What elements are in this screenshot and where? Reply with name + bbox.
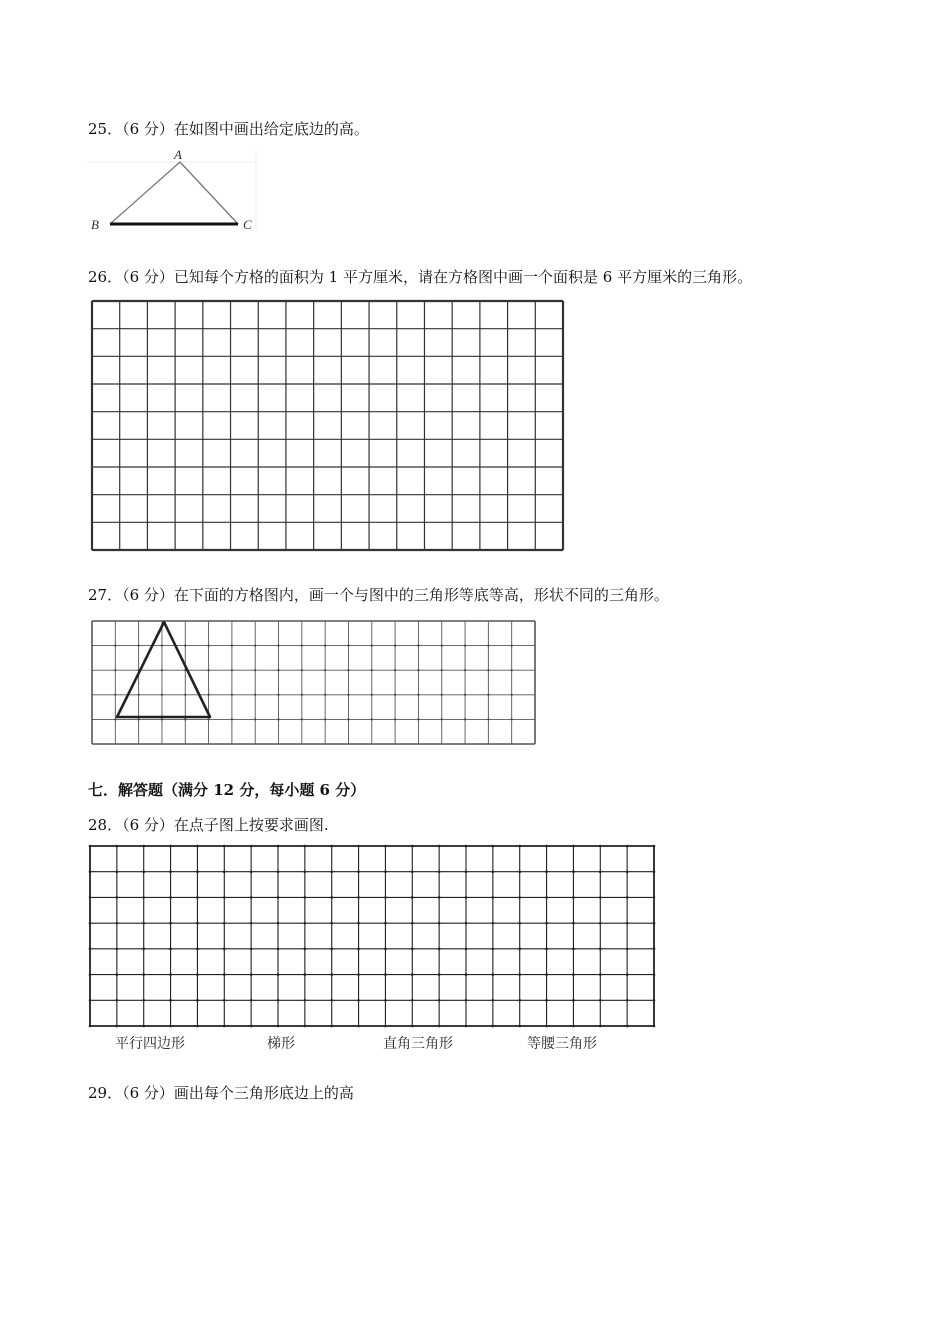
- grid-dot: [411, 948, 414, 951]
- grid-dot: [142, 948, 145, 951]
- grid-dot: [465, 999, 468, 1002]
- q26-number: 26．: [88, 268, 123, 286]
- grid-dot: [114, 694, 116, 696]
- grid-dot: [89, 870, 92, 873]
- given-triangle: [117, 622, 210, 717]
- q28-number: 28．: [88, 816, 123, 834]
- grid-dot: [394, 718, 396, 720]
- grid-dot: [161, 645, 163, 647]
- grid-dot: [438, 922, 441, 925]
- grid-dot: [626, 845, 629, 848]
- grid-dot: [254, 645, 256, 647]
- q25-score: （6 分）: [122, 120, 174, 138]
- grid-dot: [304, 870, 307, 873]
- grid-dot: [169, 973, 172, 976]
- grid-dot: [277, 645, 279, 647]
- grid-dot: [196, 870, 199, 873]
- grid-dot: [231, 718, 233, 720]
- grid-dot: [324, 718, 326, 720]
- grid-dot: [330, 870, 333, 873]
- grid-dot: [301, 718, 303, 720]
- grid-dot: [304, 973, 307, 976]
- q29-text: 画出每个三角形底边上的高: [173, 1084, 354, 1102]
- grid-dot: [254, 718, 256, 720]
- grid-dot: [196, 922, 199, 925]
- q26-square-grid[interactable]: [91, 300, 564, 551]
- grid-dot: [231, 694, 233, 696]
- grid-dot: [207, 669, 209, 671]
- grid-dot: [142, 922, 145, 925]
- grid-dot: [223, 896, 226, 899]
- grid-dot: [653, 948, 656, 951]
- grid-dot: [347, 694, 349, 696]
- grid-dot: [116, 870, 119, 873]
- grid-dot: [487, 645, 489, 647]
- grid-dot: [169, 845, 172, 848]
- grid-dot: [464, 718, 466, 720]
- grid-dot: [545, 896, 548, 899]
- grid-dot: [207, 645, 209, 647]
- grid-dot: [653, 845, 656, 848]
- grid-dot: [394, 645, 396, 647]
- grid-dot: [114, 669, 116, 671]
- grid-dot: [411, 896, 414, 899]
- grid-dot: [518, 948, 521, 951]
- q27-score: （6 分）: [122, 586, 174, 604]
- grid-dot: [394, 694, 396, 696]
- grid-dot: [371, 694, 373, 696]
- grid-dot: [518, 922, 521, 925]
- grid-dot: [169, 948, 172, 951]
- grid-dot: [411, 845, 414, 848]
- grid-dot: [653, 922, 656, 925]
- q25-triangle-figure: [86, 147, 266, 236]
- label-parallelogram: 平行四边形: [115, 1036, 185, 1052]
- grid-dot: [138, 694, 140, 696]
- grid-dot: [487, 718, 489, 720]
- grid-dot: [277, 718, 279, 720]
- grid-dot: [254, 669, 256, 671]
- grid-dot: [250, 896, 253, 899]
- grid-dot: [599, 948, 602, 951]
- question-27: [88, 584, 669, 605]
- grid-dot: [277, 1025, 280, 1028]
- grid-dot: [599, 999, 602, 1002]
- grid-dot: [626, 1025, 629, 1028]
- grid-dot: [223, 870, 226, 873]
- grid-dot: [438, 845, 441, 848]
- grid-dot: [518, 1025, 521, 1028]
- grid-dot: [250, 922, 253, 925]
- grid-dot: [417, 645, 419, 647]
- question-25: [88, 118, 369, 139]
- q26-score: （6 分）: [122, 268, 174, 286]
- q28-dot-grid[interactable]: [89, 845, 656, 1028]
- grid-dot: [545, 845, 548, 848]
- grid-dot: [492, 1025, 495, 1028]
- grid-dot: [545, 922, 548, 925]
- grid-dot: [304, 948, 307, 951]
- grid-dot: [626, 948, 629, 951]
- grid-dot: [572, 999, 575, 1002]
- grid-dot: [572, 896, 575, 899]
- grid-dot: [492, 999, 495, 1002]
- grid-dot: [304, 845, 307, 848]
- grid-dot: [545, 999, 548, 1002]
- side-ac: [180, 162, 238, 224]
- grid-dot: [304, 999, 307, 1002]
- grid-dot: [89, 845, 92, 848]
- grid-dot: [384, 922, 387, 925]
- grid-dot: [438, 870, 441, 873]
- grid-dot: [161, 694, 163, 696]
- grid-dot: [184, 694, 186, 696]
- grid-dot: [116, 896, 119, 899]
- grid-dot: [384, 845, 387, 848]
- grid-dot: [196, 999, 199, 1002]
- grid-dot: [465, 1025, 468, 1028]
- grid-dot: [254, 694, 256, 696]
- grid-dot: [250, 948, 253, 951]
- grid-dot: [492, 896, 495, 899]
- grid-dot: [465, 948, 468, 951]
- grid-dot: [184, 718, 186, 720]
- grid-dot: [223, 845, 226, 848]
- grid-dot: [465, 973, 468, 976]
- grid-dot: [330, 922, 333, 925]
- grid-dot: [277, 922, 280, 925]
- grid-dot: [653, 870, 656, 873]
- grid-dot: [411, 973, 414, 976]
- grid-dot: [518, 845, 521, 848]
- grid-dot: [330, 1025, 333, 1028]
- grid-dot: [357, 870, 360, 873]
- grid-dot: [492, 870, 495, 873]
- grid-dot: [411, 1025, 414, 1028]
- grid-dot: [169, 1025, 172, 1028]
- grid-dot: [653, 1025, 656, 1028]
- grid-dot: [545, 948, 548, 951]
- q28-shape-labels: [89, 1032, 649, 1056]
- grid-dot: [464, 694, 466, 696]
- grid-dot: [114, 718, 116, 720]
- q27-text: 在下面的方格图内，画一个与图中的三角形等底等高，形状不同的三角形。: [173, 586, 669, 604]
- section-7-heading: 七．解答题（满分 12 分，每小题 6 分）: [88, 781, 366, 799]
- grid-dot: [231, 669, 233, 671]
- grid-dot: [330, 845, 333, 848]
- grid-dot: [572, 973, 575, 976]
- grid-dot: [142, 896, 145, 899]
- question-26: [88, 266, 752, 287]
- grid-dot: [438, 999, 441, 1002]
- grid-dot: [384, 896, 387, 899]
- grid-dot: [142, 999, 145, 1002]
- grid-dot: [196, 948, 199, 951]
- grid-dot: [357, 999, 360, 1002]
- grid-dot: [511, 645, 513, 647]
- label-isosceles-triangle: 等腰三角形: [527, 1036, 597, 1052]
- grid-dot: [304, 922, 307, 925]
- grid-dot: [626, 870, 629, 873]
- grid-dot: [196, 1025, 199, 1028]
- grid-dot: [545, 1025, 548, 1028]
- grid-dot: [417, 669, 419, 671]
- grid-dot: [347, 718, 349, 720]
- grid-dot: [330, 896, 333, 899]
- grid-dot: [545, 973, 548, 976]
- grid-dot: [324, 645, 326, 647]
- grid-dot: [207, 718, 209, 720]
- q28-score: （6 分）: [122, 816, 174, 834]
- grid-dot: [169, 922, 172, 925]
- grid-dot: [138, 718, 140, 720]
- grid-dot: [626, 896, 629, 899]
- q28-text: 在点子图上按要求画图.: [173, 816, 329, 834]
- grid-dot: [371, 669, 373, 671]
- grid-dot: [626, 922, 629, 925]
- grid-dot: [599, 973, 602, 976]
- vertex-b-label: B: [91, 217, 99, 232]
- grid-dot: [184, 645, 186, 647]
- grid-dot: [250, 845, 253, 848]
- grid-dot: [114, 645, 116, 647]
- grid-dot: [394, 669, 396, 671]
- grid-dot: [599, 845, 602, 848]
- grid-dot: [487, 669, 489, 671]
- grid-dot: [357, 896, 360, 899]
- grid-dot: [411, 922, 414, 925]
- grid-dot: [161, 718, 163, 720]
- grid-dot: [357, 922, 360, 925]
- grid-dot: [599, 896, 602, 899]
- q27-square-grid[interactable]: [91, 620, 537, 746]
- grid-dot: [626, 999, 629, 1002]
- grid-dot: [223, 948, 226, 951]
- grid-dot: [371, 645, 373, 647]
- grid-dot: [438, 948, 441, 951]
- grid-dot: [142, 845, 145, 848]
- grid-dot: [116, 845, 119, 848]
- grid-dot: [417, 694, 419, 696]
- grid-dot: [231, 645, 233, 647]
- question-29: [88, 1082, 354, 1103]
- grid-dot: [653, 999, 656, 1002]
- grid-dot: [572, 948, 575, 951]
- grid-dot: [357, 973, 360, 976]
- label-right-triangle: 直角三角形: [383, 1036, 453, 1052]
- grid-dot: [116, 948, 119, 951]
- grid-dot: [250, 999, 253, 1002]
- grid-dot: [438, 973, 441, 976]
- grid-dot: [277, 845, 280, 848]
- grid-dot: [89, 1025, 92, 1028]
- grid-dot: [169, 870, 172, 873]
- grid-dot: [417, 718, 419, 720]
- grid-dot: [465, 870, 468, 873]
- grid-dot: [142, 1025, 145, 1028]
- grid-dot: [511, 694, 513, 696]
- grid-dot: [301, 669, 303, 671]
- grid-dot: [347, 669, 349, 671]
- grid-dot: [511, 718, 513, 720]
- grid-dot: [572, 922, 575, 925]
- grid-dot: [89, 896, 92, 899]
- grid-dot: [518, 896, 521, 899]
- grid-dot: [511, 669, 513, 671]
- grid-dot: [492, 922, 495, 925]
- grid-dot: [330, 999, 333, 1002]
- grid-dot: [169, 999, 172, 1002]
- grid-dot: [626, 973, 629, 976]
- grid-dot: [492, 948, 495, 951]
- grid-dot: [384, 948, 387, 951]
- grid-dot: [384, 1025, 387, 1028]
- q25-text: 在如图中画出给定底边的高。: [173, 120, 369, 138]
- grid-dot: [196, 973, 199, 976]
- q26-text: 已知每个方格的面积为 1 平方厘米，请在方格图中画一个面积是 6 平方厘米的三角形。: [173, 268, 753, 286]
- grid-dot: [324, 669, 326, 671]
- grid-dot: [250, 870, 253, 873]
- grid-dot: [441, 694, 443, 696]
- grid-dot: [223, 999, 226, 1002]
- grid-dot: [465, 845, 468, 848]
- grid-dot: [277, 694, 279, 696]
- grid-dot: [572, 1025, 575, 1028]
- question-28: [88, 814, 329, 835]
- grid-dot: [357, 948, 360, 951]
- grid-dot: [250, 1025, 253, 1028]
- grid-dot: [196, 896, 199, 899]
- grid-dot: [169, 896, 172, 899]
- grid-dot: [384, 870, 387, 873]
- grid-dot: [441, 718, 443, 720]
- q29-number: 29．: [88, 1084, 123, 1102]
- grid-dot: [250, 973, 253, 976]
- q25-number: 25．: [88, 120, 123, 138]
- grid-dot: [572, 870, 575, 873]
- grid-dot: [357, 845, 360, 848]
- grid-dot: [330, 973, 333, 976]
- grid-dot: [330, 948, 333, 951]
- grid-dot: [89, 999, 92, 1002]
- grid-dot: [465, 922, 468, 925]
- grid-dot: [116, 999, 119, 1002]
- grid-dot: [142, 870, 145, 873]
- grid-dot: [223, 1025, 226, 1028]
- vertex-c-label: C: [243, 217, 252, 232]
- grid-dot: [301, 694, 303, 696]
- grid-dot: [464, 669, 466, 671]
- grid-dot: [89, 922, 92, 925]
- grid-dot: [572, 845, 575, 848]
- grid-dot: [277, 669, 279, 671]
- grid-dot: [653, 896, 656, 899]
- grid-dot: [492, 973, 495, 976]
- grid-dot: [207, 694, 209, 696]
- grid-dot: [518, 870, 521, 873]
- grid-dot: [304, 1025, 307, 1028]
- grid-dot: [438, 896, 441, 899]
- q27-number: 27．: [88, 586, 123, 604]
- grid-dot: [89, 973, 92, 976]
- grid-dot: [371, 718, 373, 720]
- grid-dot: [138, 645, 140, 647]
- grid-dot: [518, 999, 521, 1002]
- grid-dot: [277, 896, 280, 899]
- grid-dot: [384, 999, 387, 1002]
- grid-dot: [277, 870, 280, 873]
- grid-dot: [653, 973, 656, 976]
- grid-dot: [347, 645, 349, 647]
- side-ab: [110, 162, 180, 224]
- grid-dot: [357, 1025, 360, 1028]
- grid-dot: [116, 973, 119, 976]
- grid-dot: [441, 669, 443, 671]
- grid-dot: [161, 669, 163, 671]
- grid-dot: [599, 922, 602, 925]
- grid-dot: [518, 973, 521, 976]
- grid-dot: [599, 870, 602, 873]
- grid-dot: [492, 845, 495, 848]
- grid-dot: [196, 845, 199, 848]
- grid-dot: [89, 948, 92, 951]
- grid-dot: [301, 645, 303, 647]
- q29-score: （6 分）: [122, 1084, 174, 1102]
- grid-dot: [223, 922, 226, 925]
- label-trapezoid: 梯形: [267, 1036, 295, 1052]
- grid-dot: [384, 973, 387, 976]
- grid-dot: [277, 973, 280, 976]
- grid-dot: [116, 1025, 119, 1028]
- grid-dot: [599, 1025, 602, 1028]
- grid-dot: [545, 870, 548, 873]
- vertex-a-label: A: [174, 147, 182, 162]
- grid-dot: [324, 694, 326, 696]
- grid-dot: [487, 694, 489, 696]
- grid-dot: [465, 896, 468, 899]
- grid-dot: [277, 948, 280, 951]
- grid-dot: [116, 922, 119, 925]
- grid-dot: [438, 1025, 441, 1028]
- grid-dot: [223, 973, 226, 976]
- grid-dot: [411, 999, 414, 1002]
- grid-dot: [464, 645, 466, 647]
- grid-dot: [142, 973, 145, 976]
- grid-dot: [441, 645, 443, 647]
- grid-dot: [304, 896, 307, 899]
- grid-dot: [277, 999, 280, 1002]
- grid-dot: [411, 870, 414, 873]
